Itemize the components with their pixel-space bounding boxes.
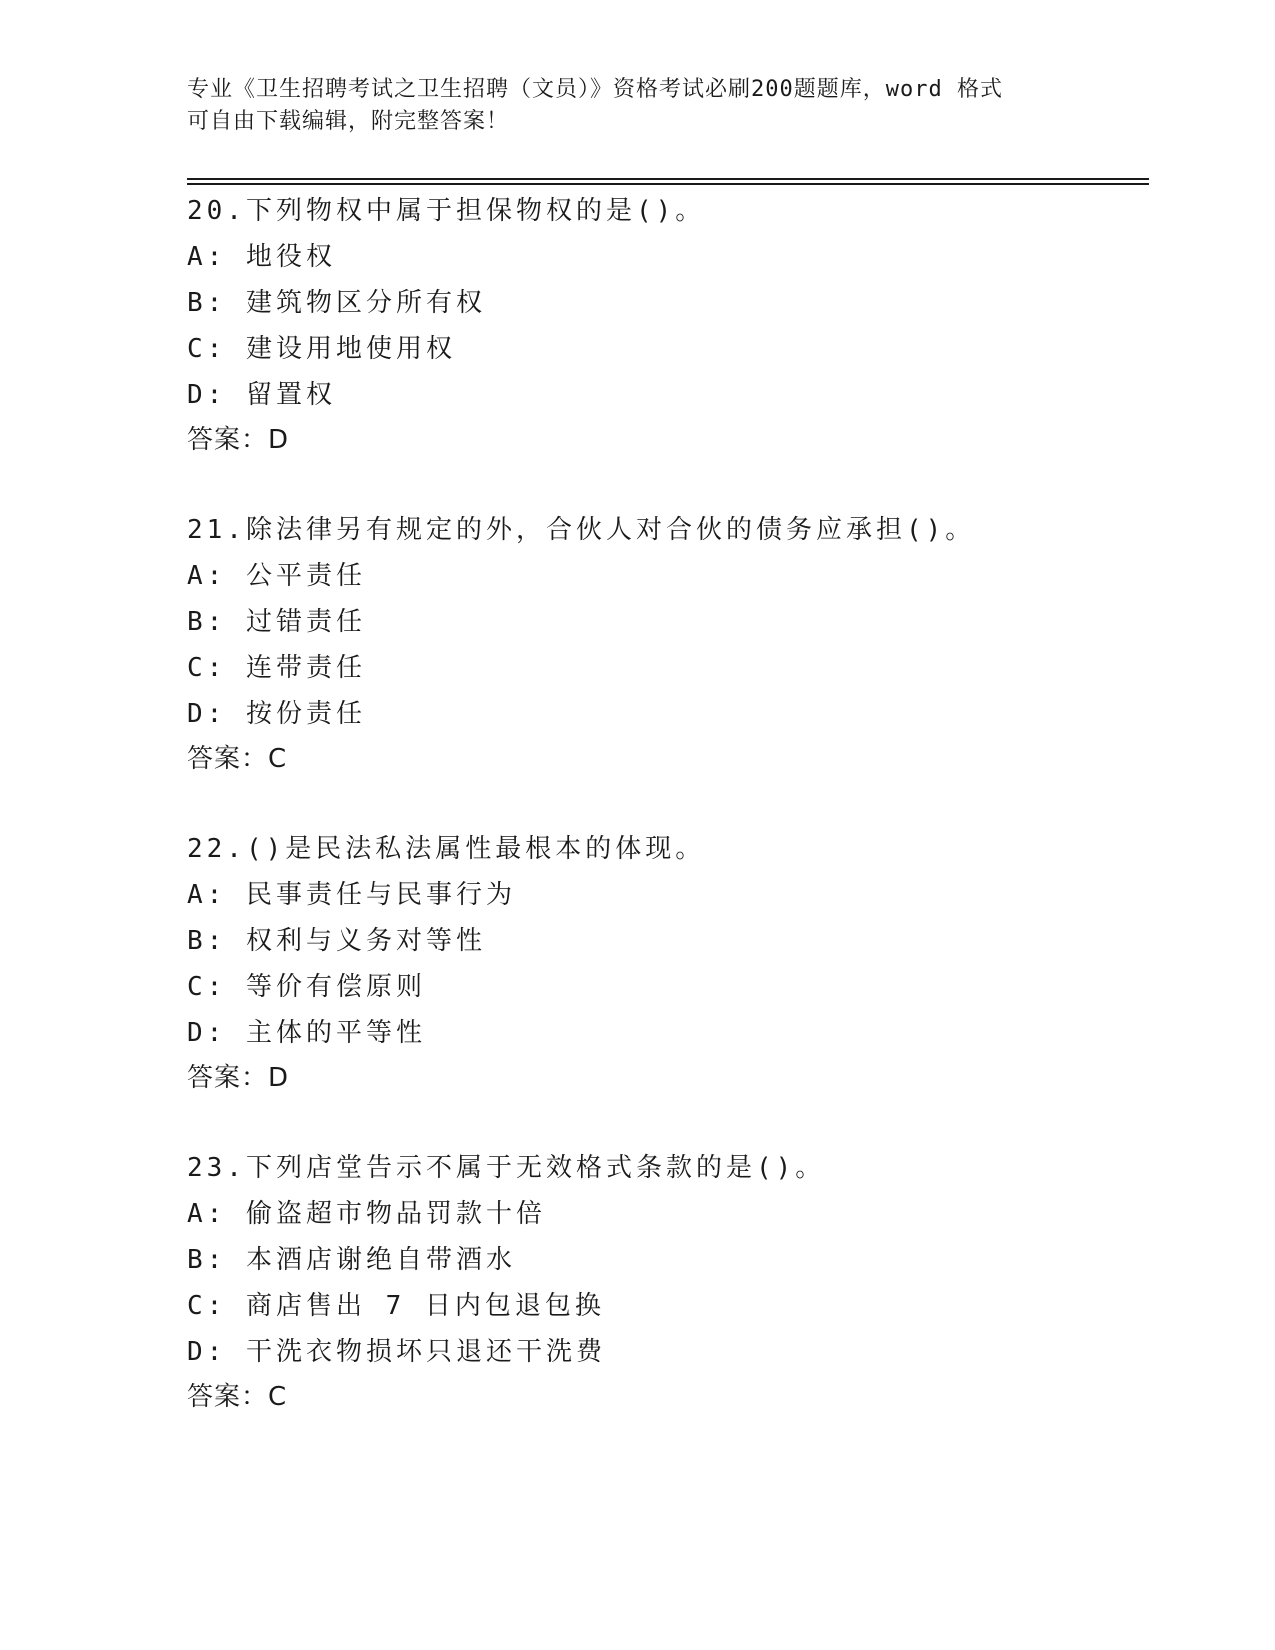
option-a: A: 公平责任	[187, 561, 366, 591]
question-22	[187, 826, 1187, 1100]
question-text: 20.下列物权中属于担保物权的是()。	[187, 196, 706, 226]
option-d: D: 干洗衣物损坏只退还干洗费	[187, 1337, 606, 1367]
option-c: C: 商店售出 7 日内包退包换	[187, 1291, 605, 1321]
answer: 答案：D	[187, 1063, 290, 1093]
option-c: C: 等价有偿原则	[187, 972, 426, 1002]
header-line-2: 可自由下载编辑，附完整答案！	[187, 109, 510, 134]
question-21	[187, 507, 1187, 781]
question-23	[187, 1145, 1187, 1419]
question-text: 22.()是民法私法属性最根本的体现。	[187, 834, 706, 864]
answer: 答案：D	[187, 425, 290, 455]
option-b: B: 建筑物区分所有权	[187, 288, 486, 318]
document-header	[187, 74, 1087, 138]
option-d: D: 按份责任	[187, 699, 366, 729]
option-a: A: 偷盗超市物品罚款十倍	[187, 1199, 546, 1229]
option-b: B: 权利与义务对等性	[187, 926, 486, 956]
question-text: 21.除法律另有规定的外，合伙人对合伙的债务应承担()。	[187, 515, 976, 545]
header-line-1: 专业《卫生招聘考试之卫生招聘（文员）》资格考试必刷200题题库，word 格式	[187, 77, 1003, 102]
option-d: D: 留置权	[187, 380, 336, 410]
answer: 答案：C	[187, 1382, 288, 1412]
question-text: 23.下列店堂告示不属于无效格式条款的是()。	[187, 1153, 826, 1183]
option-c: C: 建设用地使用权	[187, 334, 456, 364]
answer: 答案：C	[187, 744, 288, 774]
option-a: A: 地役权	[187, 242, 336, 272]
option-a: A: 民事责任与民事行为	[187, 880, 516, 910]
option-d: D: 主体的平等性	[187, 1018, 426, 1048]
header-divider-bottom	[187, 183, 1149, 185]
option-b: B: 本酒店谢绝自带酒水	[187, 1245, 516, 1275]
header-divider-top	[187, 178, 1149, 180]
option-c: C: 连带责任	[187, 653, 366, 683]
question-20	[187, 188, 1187, 462]
option-b: B: 过错责任	[187, 607, 366, 637]
